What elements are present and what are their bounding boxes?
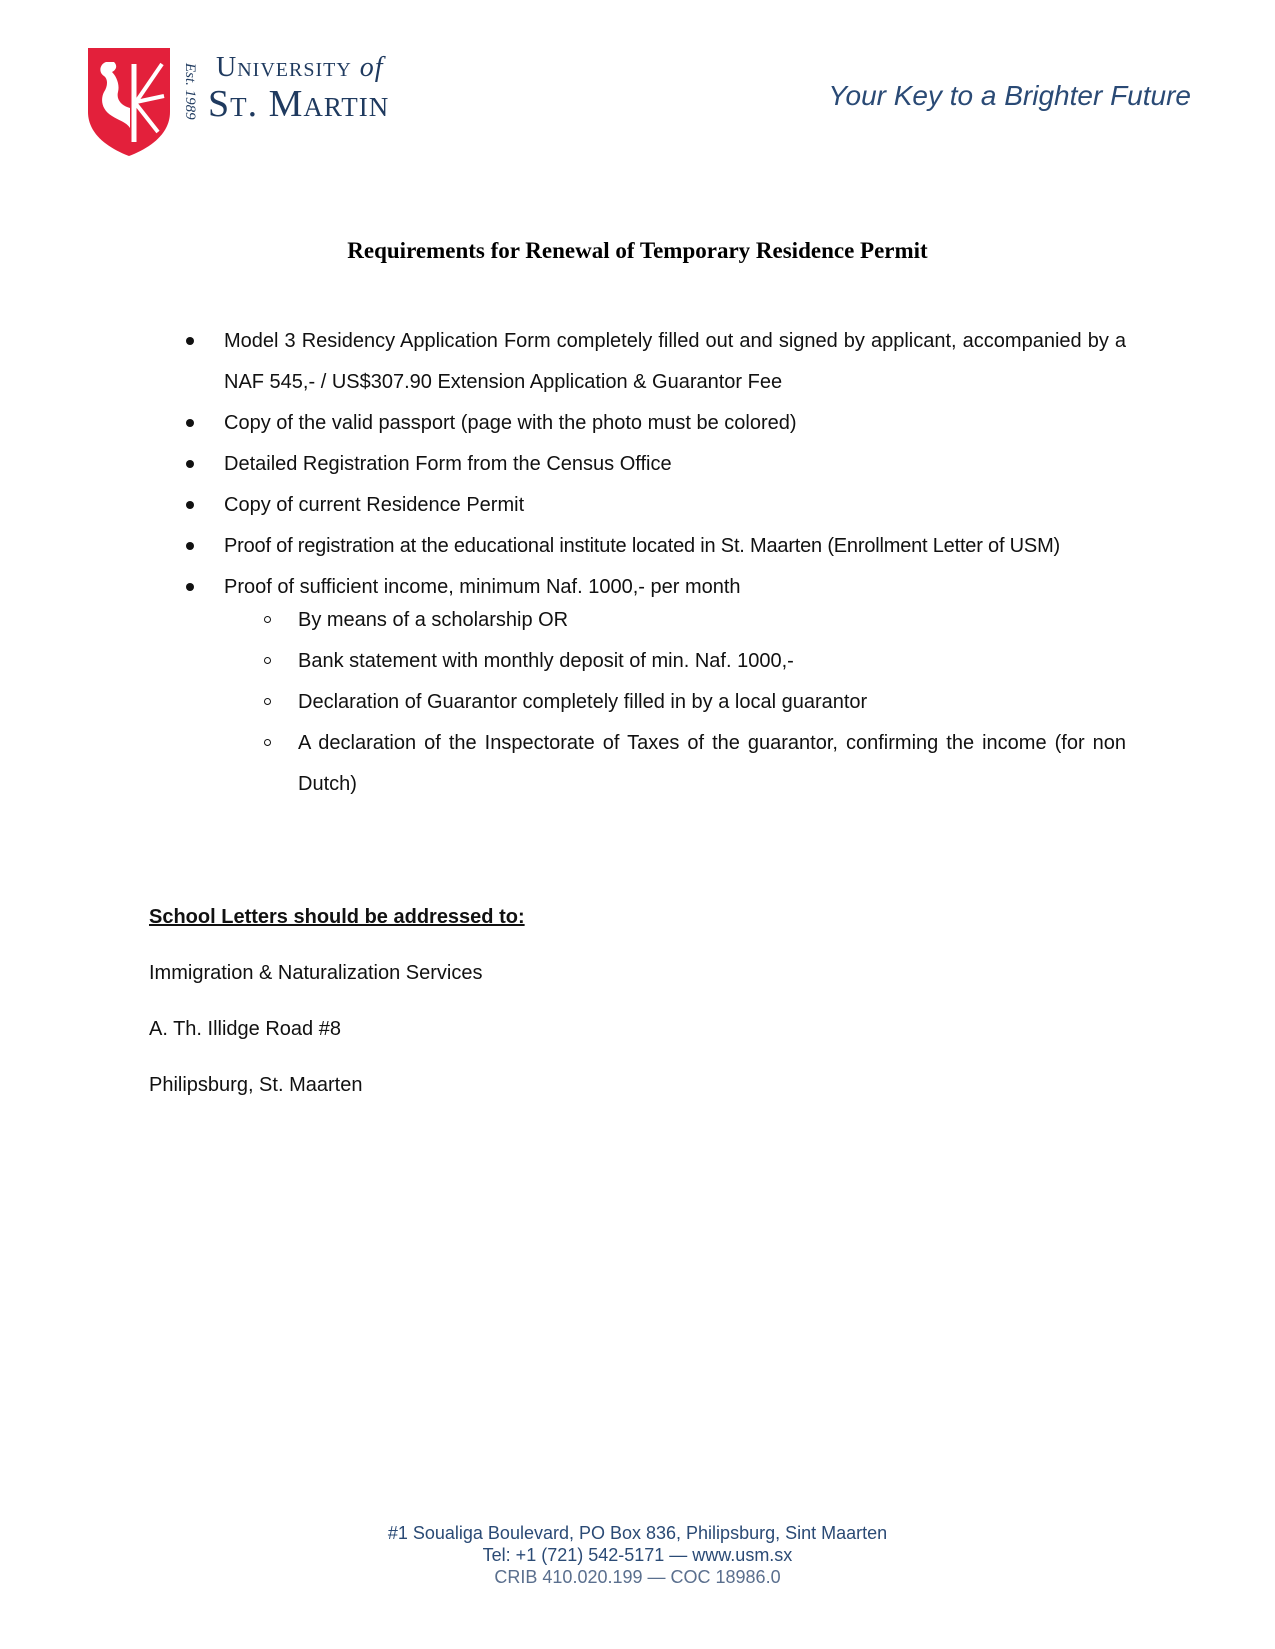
income-option-text: Bank statement with monthly deposit of min. Naf. 1000,- bbox=[298, 650, 794, 672]
university-name-line2: St. Martin bbox=[208, 83, 390, 125]
requirement-text: Model 3 Residency Application Form completely filled out and signed by applicant, accompanied by a NAF 545,- / US$307.90 Extension Application & Guarantor Fee bbox=[224, 330, 1126, 393]
requirement-item bbox=[186, 444, 1126, 485]
income-option-text: By means of a scholarship OR bbox=[298, 609, 569, 631]
income-options-list bbox=[186, 600, 1126, 805]
requirement-text: Copy of current Residence Permit bbox=[224, 494, 525, 516]
university-shield-logo bbox=[86, 46, 172, 158]
address-line: Immigration & Naturalization Services bbox=[149, 962, 483, 984]
requirement-text: Proof of registration at the educational institute located in St. Maarten (Enrollment Letter of USM) bbox=[224, 535, 1060, 557]
hollow-bullet-icon bbox=[264, 739, 271, 746]
address-heading: School Letters should be addressed to: bbox=[149, 906, 525, 928]
bullet-icon bbox=[186, 583, 194, 591]
address-line: Philipsburg, St. Maarten bbox=[149, 1074, 363, 1096]
hollow-bullet-icon bbox=[264, 657, 271, 664]
hollow-bullet-icon bbox=[264, 616, 271, 623]
footer-contact: Tel: +1 (721) 542-5171 — www.usm.sx bbox=[482, 1545, 793, 1565]
income-option-item bbox=[186, 641, 1126, 682]
bullet-icon bbox=[186, 337, 194, 345]
requirement-item bbox=[186, 321, 1126, 403]
requirement-item bbox=[186, 526, 1126, 567]
requirement-text: Copy of the valid passport (page with the photo must be colored) bbox=[224, 412, 797, 434]
university-name-line1 bbox=[216, 52, 384, 84]
tagline: Your Key to a Brighter Future bbox=[828, 80, 1191, 111]
footer-address: #1 Soualiga Boulevard, PO Box 836, Philipsburg, Sint Maarten bbox=[387, 1523, 888, 1543]
requirements-list bbox=[186, 321, 1126, 608]
document-title: Requirements for Renewal of Temporary Residence Permit bbox=[347, 238, 928, 263]
requirement-text: Detailed Registration Form from the Census Office bbox=[224, 453, 672, 475]
footer-registration: CRIB 410.020.199 — COC 18986.0 bbox=[494, 1567, 781, 1587]
requirement-text: Proof of sufficient income, minimum Naf. 1000,- per month bbox=[224, 576, 741, 598]
bullet-icon bbox=[186, 501, 194, 509]
bullet-icon bbox=[186, 542, 194, 550]
income-option-item bbox=[186, 723, 1126, 805]
bullet-icon bbox=[186, 460, 194, 468]
university-of-word: of bbox=[359, 52, 384, 83]
requirement-item bbox=[186, 403, 1126, 444]
university-word: University bbox=[216, 52, 352, 83]
income-option-item bbox=[186, 600, 1126, 641]
established-year: Est. 1989 bbox=[182, 62, 198, 120]
income-option-text: A declaration of the Inspectorate of Taxes of the guarantor, confirming the income (for non Dutch) bbox=[298, 732, 1126, 795]
income-option-item bbox=[186, 682, 1126, 723]
hollow-bullet-icon bbox=[264, 698, 271, 705]
income-option-text: Declaration of Guarantor completely filled in by a local guarantor bbox=[298, 691, 868, 713]
address-line: A. Th. Illidge Road #8 bbox=[149, 1018, 341, 1040]
requirement-item bbox=[186, 485, 1126, 526]
bullet-icon bbox=[186, 419, 194, 427]
